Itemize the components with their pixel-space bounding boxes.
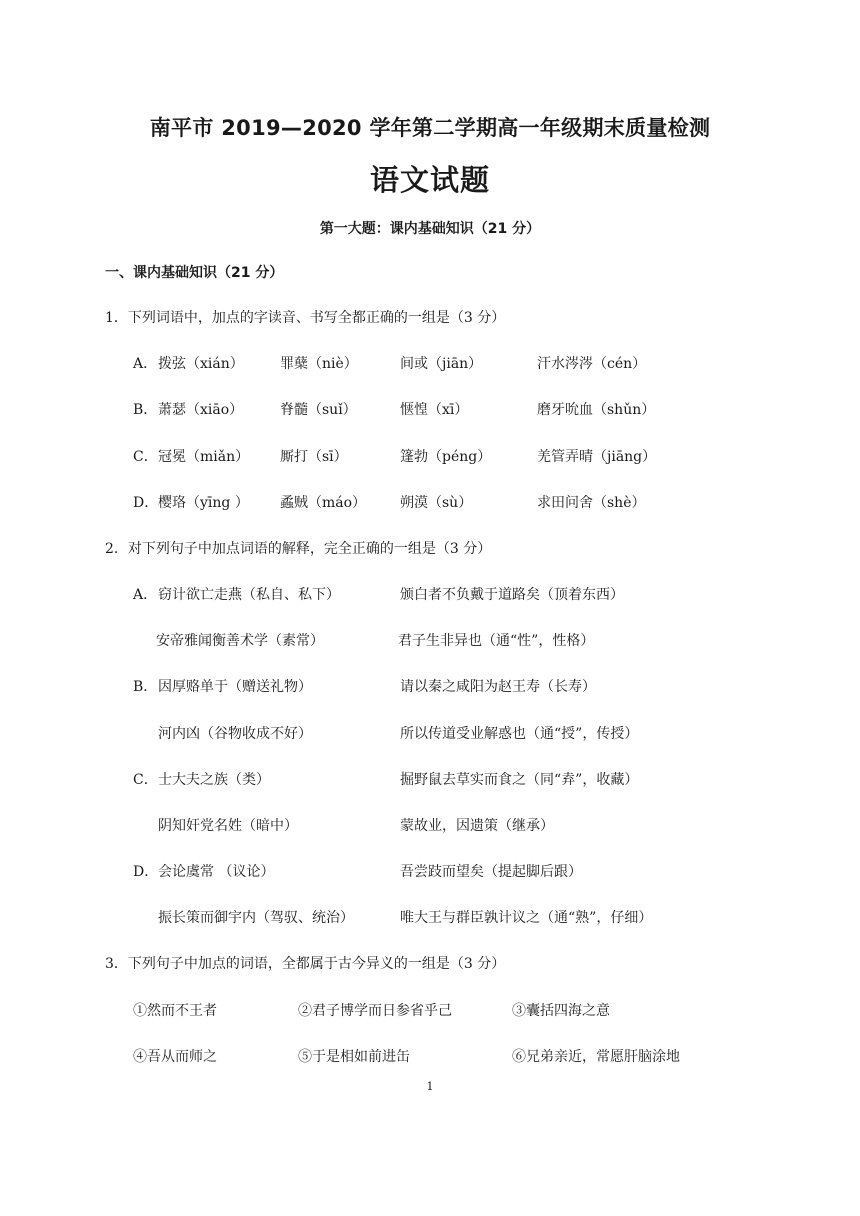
q3-item: ②君子博学而日参省乎己 bbox=[298, 1003, 452, 1019]
q2-option-item: 唯大王与群臣孰计议之（通“熟”，仔细） bbox=[400, 910, 653, 926]
q2-option-letter: B． bbox=[133, 679, 158, 695]
q1-option-item: 间或（jiān） bbox=[400, 356, 483, 372]
q1-option-item: 樱珞（yīng ） bbox=[158, 495, 249, 511]
q2-option-item: 颁白者不负戴于道路矣（顶着东西） bbox=[400, 587, 624, 603]
q2-option-item: 掘野鼠去草实而食之（同“弆”，收藏） bbox=[400, 772, 639, 788]
q2-stem: 2．对下列句子中加点词语的解释，完全正确的一组是（3 分） bbox=[105, 541, 492, 557]
q1-option-item: 求田问舍（shè） bbox=[537, 495, 646, 511]
q1-option-item: 篷勃（péng） bbox=[400, 449, 492, 465]
q1-option-item: 磨牙吮血（shǔn） bbox=[537, 402, 656, 418]
q3-stem: 3．下列句子中加点的词语，全都属于古今异义的一组是（3 分） bbox=[105, 956, 506, 972]
part-heading: 一、课内基础知识（21 分） bbox=[105, 265, 284, 281]
q2-option-item: 因厚赂单于（赠送礼物） bbox=[158, 679, 312, 695]
q1-option-item: 蟊贼（máo） bbox=[280, 495, 367, 511]
q2-option-item: 蒙故业，因遗策（继承） bbox=[400, 818, 554, 834]
q1-option-item: 厮打（sī） bbox=[280, 449, 348, 465]
q1-option-letter: A． bbox=[133, 356, 158, 372]
document-title: 南平市 2019—2020 学年第二学期高一年级期末质量检测 bbox=[149, 116, 711, 140]
q2-option-item: 河内凶（谷物收成不好） bbox=[158, 726, 312, 742]
q1-option-item: 汗水涔涔（cén） bbox=[537, 356, 647, 372]
q1-option-letter: D． bbox=[133, 495, 159, 511]
q1-option-item: 羌管弄晴（jiāng） bbox=[537, 449, 657, 465]
q1-option-item: 罪蘖（niè） bbox=[280, 356, 358, 372]
q1-option-item: 冠冕（miǎn） bbox=[158, 449, 250, 465]
q3-item: ⑤于是相如前进缶 bbox=[298, 1049, 410, 1065]
q2-option-letter: A． bbox=[133, 587, 158, 603]
q2-option-item: 士大夫之族（类） bbox=[158, 772, 270, 788]
q1-option-letter: C． bbox=[133, 449, 158, 465]
q3-item: ⑥兄弟亲近，常愿肝脑涂地 bbox=[512, 1049, 680, 1065]
q2-option-item: 安帝雅闻衡善术学（素常） bbox=[156, 633, 324, 649]
q2-option-letter: D． bbox=[133, 864, 159, 880]
q2-option-item: 所以传道受业解惑也（通“授”，传授） bbox=[400, 726, 639, 742]
q1-option-item: 脊髓（suǐ） bbox=[280, 402, 357, 418]
q2-option-item: 阴知奸党名姓（暗中） bbox=[158, 818, 298, 834]
q1-option-letter: B． bbox=[133, 402, 158, 418]
section-heading: 第一大题：课内基础知识（21 分） bbox=[319, 221, 541, 237]
q3-item: ④吾从而师之 bbox=[133, 1049, 217, 1065]
q1-option-item: 拨弦（xián） bbox=[158, 356, 244, 372]
q2-option-letter: C． bbox=[133, 772, 158, 788]
q3-item: ①然而不王者 bbox=[133, 1003, 217, 1019]
q1-option-item: 萧瑟（xiāo） bbox=[158, 402, 244, 418]
q2-option-item: 窃计欲亡走燕（私自、私下） bbox=[158, 587, 340, 603]
document-subtitle: 语文试题 bbox=[369, 163, 490, 197]
q2-option-item: 请以秦之咸阳为赵王寿（长寿） bbox=[400, 679, 596, 695]
q2-option-item: 振长策而御宇内（驾驭、统治） bbox=[158, 910, 354, 926]
q2-option-item: 君子生非异也（通“性”，性格） bbox=[398, 633, 595, 649]
q3-item: ③囊括四海之意 bbox=[512, 1003, 610, 1019]
page-number: 1 bbox=[426, 1080, 434, 1093]
q2-option-item: 会论虞常 （议论） bbox=[158, 864, 275, 880]
q1-option-item: 惬惶（xī） bbox=[400, 402, 469, 418]
q1-stem: 1．下列词语中，加点的字读音、书写全都正确的一组是（3 分） bbox=[105, 310, 506, 326]
q1-option-item: 朔漠（sù） bbox=[400, 495, 473, 511]
q2-option-item: 吾尝跂而望矣（提起脚后跟） bbox=[400, 864, 582, 880]
